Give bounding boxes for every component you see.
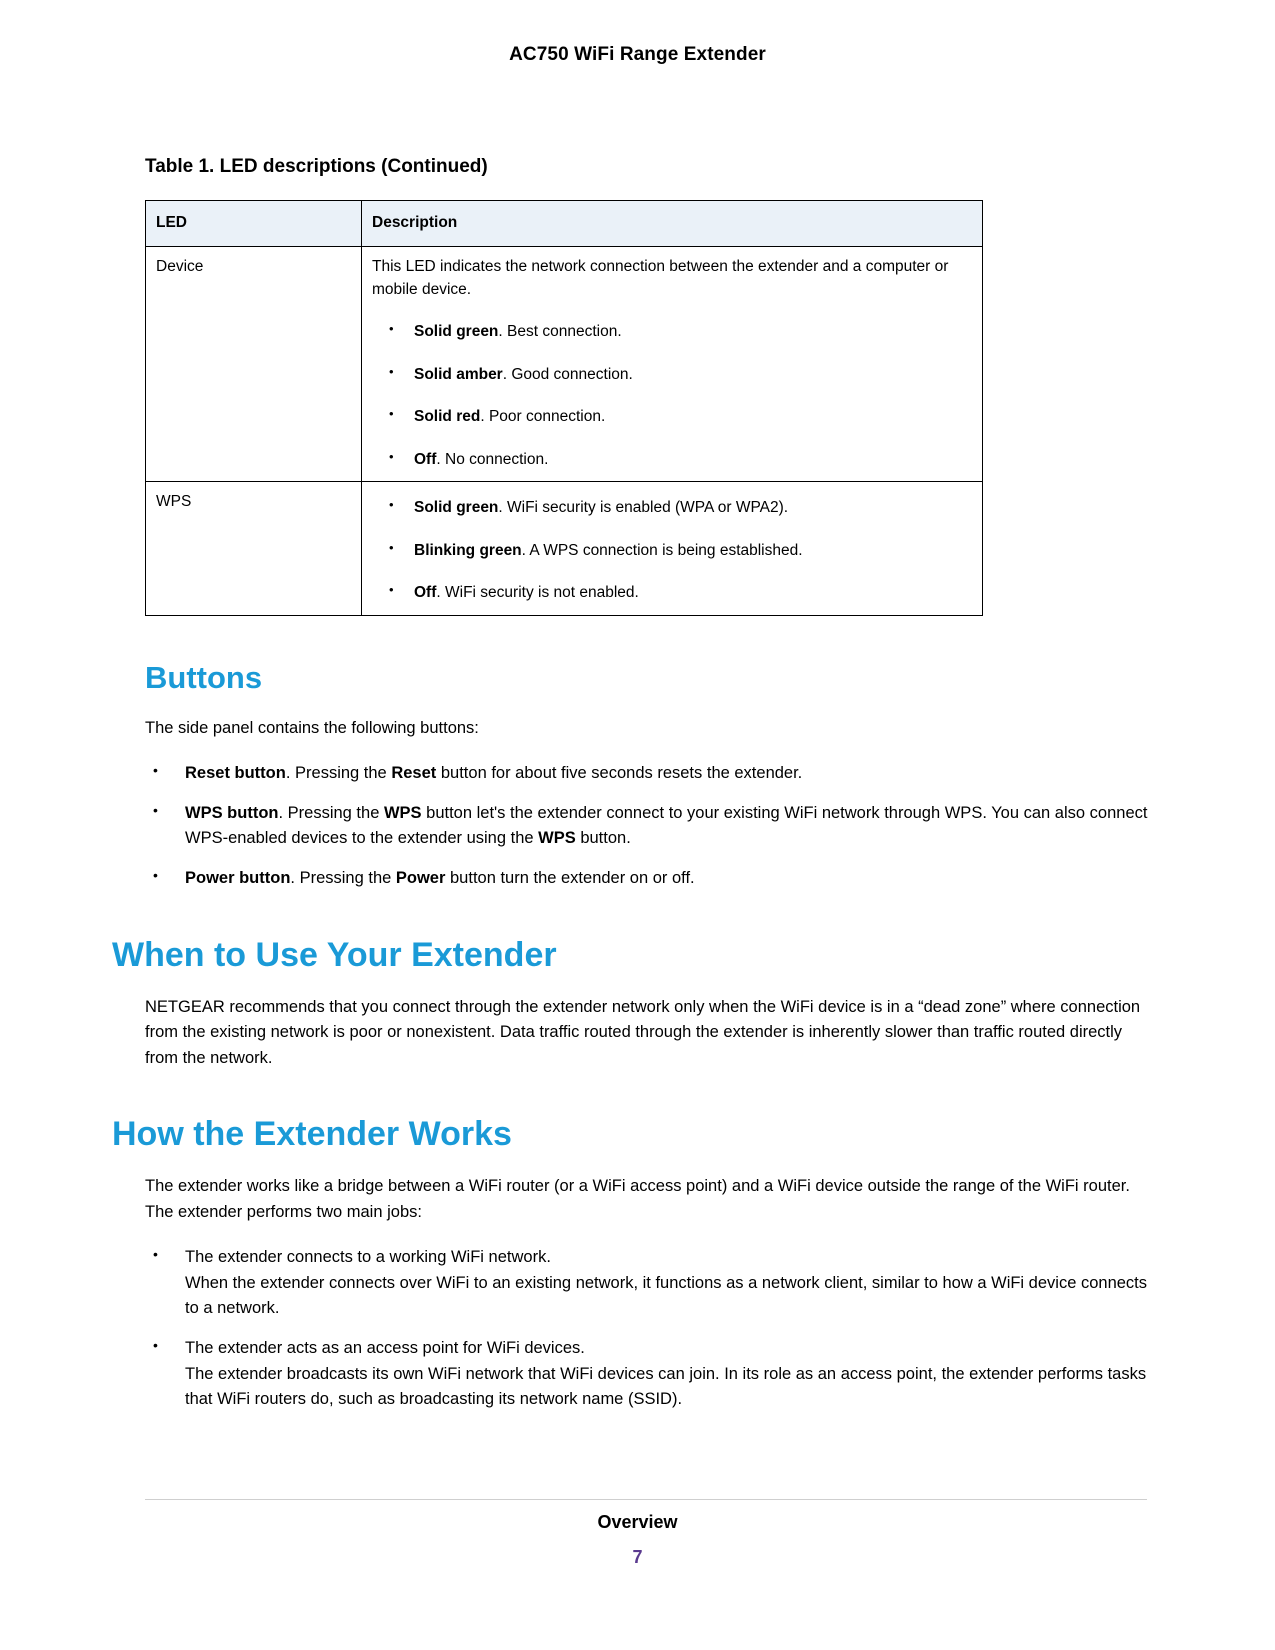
table-caption: Table 1. LED descriptions (Continued)	[145, 156, 488, 177]
page-header: AC750 WiFi Range Extender	[509, 44, 766, 65]
led-descriptions-table	[145, 200, 983, 616]
state-label: Blinking green	[414, 541, 522, 559]
list-item	[372, 321, 972, 343]
button-text-1: . Pressing the	[278, 803, 384, 822]
list-item	[372, 497, 972, 519]
button-inline-bold: Reset	[391, 764, 437, 783]
page-content	[0, 156, 1275, 1413]
list-item	[372, 449, 972, 471]
button-text-1: . Pressing the	[290, 868, 396, 887]
button-text-2: button turn the extender on or off.	[445, 868, 695, 887]
button-text-1: . Pressing the	[285, 764, 392, 783]
state-text: . Good connection.	[502, 365, 633, 383]
buttons-list	[145, 761, 1155, 891]
table-header-row	[146, 201, 983, 247]
table-body	[146, 247, 983, 615]
button-label: WPS button	[185, 803, 279, 822]
state-text: . Best connection.	[498, 323, 622, 341]
job-detail: When the extender connects over WiFi to an existing network, it functions as a network client, similar to how a WiFi device connects to a network.	[185, 1273, 1148, 1318]
state-label: Solid green	[414, 323, 499, 341]
footer-page-number: 7	[632, 1547, 643, 1567]
state-label: Solid amber	[414, 365, 503, 383]
heading-how-it-works: How the Extender Works	[112, 1115, 512, 1154]
table-head	[146, 201, 983, 247]
led-name-device: Device	[146, 247, 362, 482]
table-row	[146, 482, 983, 615]
list-item	[145, 1245, 1155, 1322]
state-label: Off	[414, 450, 437, 468]
state-text: . WiFi security is enabled (WPA or WPA2).	[498, 499, 789, 517]
list-item	[372, 364, 972, 386]
job-title: The extender connects to a working WiFi network.	[185, 1248, 551, 1267]
button-text-3: button.	[575, 829, 631, 848]
column-header-description: Description	[362, 201, 983, 247]
state-text: . A WPS connection is being established.	[521, 541, 803, 559]
state-label: Solid green	[414, 499, 499, 517]
state-text: . No connection.	[436, 450, 549, 468]
device-states-list	[372, 321, 972, 471]
button-inline-bold-2: WPS	[538, 829, 576, 848]
state-label: Off	[414, 584, 437, 602]
button-label: Reset button	[185, 764, 286, 783]
state-text: . Poor connection.	[480, 408, 606, 426]
button-inline-bold: Power	[395, 868, 446, 887]
device-intro-text: This LED indicates the network connection between the extender and a computer or mobile device.	[372, 258, 949, 298]
button-inline-bold: WPS	[383, 803, 422, 822]
buttons-intro: The side panel contains the following buttons:	[145, 718, 479, 737]
list-item	[372, 582, 972, 604]
table-row	[146, 247, 983, 482]
list-item	[145, 761, 1155, 787]
button-text-2: button for about five seconds resets the extender.	[436, 764, 803, 783]
how-it-works-paragraph: The extender works like a bridge between a WiFi router (or a WiFi access point) and a WiFi device outside the range of the WiFi router. The extender performs two main jobs:	[145, 1177, 1130, 1221]
column-header-led: LED	[146, 201, 362, 247]
wps-states-list	[372, 497, 972, 604]
list-item	[372, 406, 972, 428]
button-label: Power button	[185, 868, 291, 887]
state-label: Solid red	[414, 408, 481, 426]
list-item	[145, 866, 1155, 892]
heading-when-to-use: When to Use Your Extender	[112, 935, 557, 974]
job-title: The extender acts as an access point for WiFi devices.	[185, 1339, 585, 1357]
page-footer	[0, 1499, 1275, 1568]
list-item	[372, 540, 972, 562]
list-item	[145, 1336, 1155, 1413]
list-item	[145, 801, 1155, 852]
heading-buttons: Buttons	[145, 659, 263, 695]
state-text: . WiFi security is not enabled.	[436, 584, 639, 602]
led-name-wps: WPS	[146, 482, 362, 615]
footer-divider	[145, 1499, 1147, 1500]
led-description-wps	[362, 482, 983, 615]
job-detail: The extender broadcasts its own WiFi network that WiFi devices can join. In its role as an access point, the extender performs tasks that WiFi routers do, such as broadcasting its network name (SSID).	[185, 1364, 1147, 1409]
footer-chapter-title: Overview	[597, 1512, 678, 1532]
how-it-works-list	[145, 1245, 1155, 1412]
led-description-device	[362, 247, 983, 482]
button-text-2: button let's the extender connect to your existing WiFi network through WPS. You can also connect WPS-enabled devices to the extender using the	[185, 803, 1148, 848]
when-to-use-paragraph: NETGEAR recommends that you connect through the extender network only when the WiFi device is in a “dead zone” where connection from the existing network is poor or nonexistent. Data traffic routed through the extender is inherently slower than traffic routed directly from the network.	[145, 997, 1141, 1067]
